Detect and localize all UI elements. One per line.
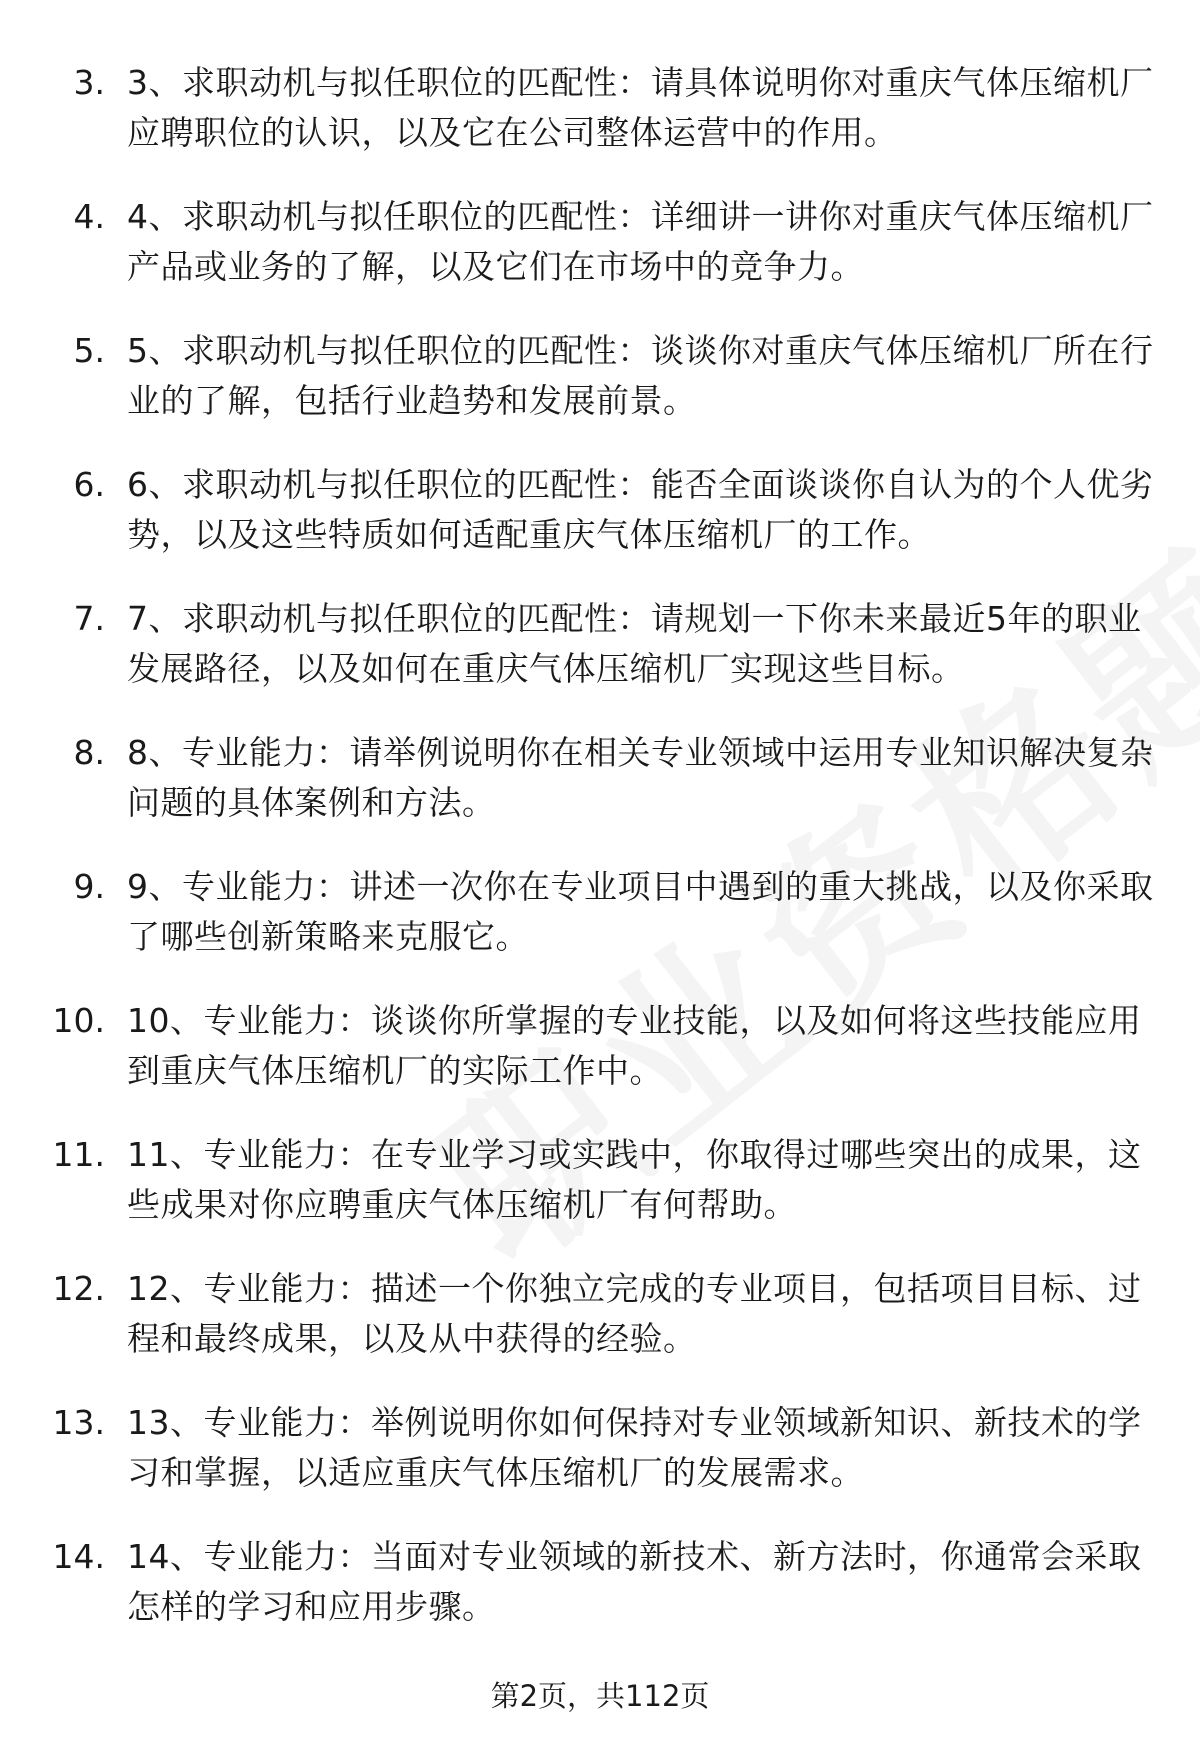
question-number: 8. (73, 733, 105, 772)
question-text: 5、求职动机与拟任职位的匹配性：谈谈你对重庆气体压缩机厂所在行业的了解，包括行业趋势和发展前景。 (127, 331, 1154, 420)
question-text: 14、专业能力：当面对专业领域的新技术、新方法时，你通常会采取怎样的学习和应用步骤。 (127, 1537, 1142, 1626)
question-text: 13、专业能力：举例说明你如何保持对专业领域新知识、新技术的学习和掌握，以适应重庆气体压缩机厂的发展需求。 (127, 1403, 1142, 1492)
question-item (0, 1398, 1200, 1532)
question-number: 14. (52, 1537, 105, 1576)
question-number: 6. (73, 465, 105, 504)
question-text: 7、求职动机与拟任职位的匹配性：请规划一下你未来最近5年的职业发展路径，以及如何在重庆气体压缩机厂实现这些目标。 (127, 599, 1142, 688)
question-number: 11. (52, 1135, 105, 1174)
question-item (0, 996, 1200, 1130)
question-item (0, 1264, 1200, 1398)
question-number: 5. (73, 331, 105, 370)
question-item (0, 862, 1200, 996)
page-number-label: 第2页，共112页 (490, 1679, 710, 1713)
page-footer (0, 1676, 1200, 1716)
question-number: 9. (73, 867, 105, 906)
question-item (0, 728, 1200, 862)
question-text: 3、求职动机与拟任职位的匹配性：请具体说明你对重庆气体压缩机厂应聘职位的认识，以及它在公司整体运营中的作用。 (127, 63, 1154, 152)
question-text: 9、专业能力：讲述一次你在专业项目中遇到的重大挑战，以及你采取了哪些创新策略来克服它。 (127, 867, 1154, 956)
question-list (0, 58, 1200, 1666)
question-text: 6、求职动机与拟任职位的匹配性：能否全面谈谈你自认为的个人优劣势，以及这些特质如何适配重庆气体压缩机厂的工作。 (127, 465, 1154, 554)
question-number: 4. (73, 197, 105, 236)
question-number: 10. (52, 1001, 105, 1040)
question-number: 3. (73, 63, 105, 102)
question-item (0, 1532, 1200, 1666)
question-text: 11、专业能力：在专业学习或实践中，你取得过哪些突出的成果，这些成果对你应聘重庆气体压缩机厂有何帮助。 (127, 1135, 1142, 1224)
question-text: 8、专业能力：请举例说明你在相关专业领域中运用专业知识解决复杂问题的具体案例和方法。 (127, 733, 1154, 822)
question-item (0, 192, 1200, 326)
question-text: 4、求职动机与拟任职位的匹配性：详细讲一讲你对重庆气体压缩机厂产品或业务的了解，以及它们在市场中的竞争力。 (127, 197, 1154, 286)
question-item (0, 1130, 1200, 1264)
question-item (0, 58, 1200, 192)
question-number: 7. (73, 599, 105, 638)
question-item (0, 460, 1200, 594)
question-text: 12、专业能力：描述一个你独立完成的专业项目，包括项目目标、过程和最终成果，以及从中获得的经验。 (127, 1269, 1142, 1358)
question-item (0, 326, 1200, 460)
question-number: 12. (52, 1269, 105, 1308)
question-text: 10、专业能力：谈谈你所掌握的专业技能，以及如何将这些技能应用到重庆气体压缩机厂的实际工作中。 (127, 1001, 1142, 1090)
question-item (0, 594, 1200, 728)
question-number: 13. (52, 1403, 105, 1442)
